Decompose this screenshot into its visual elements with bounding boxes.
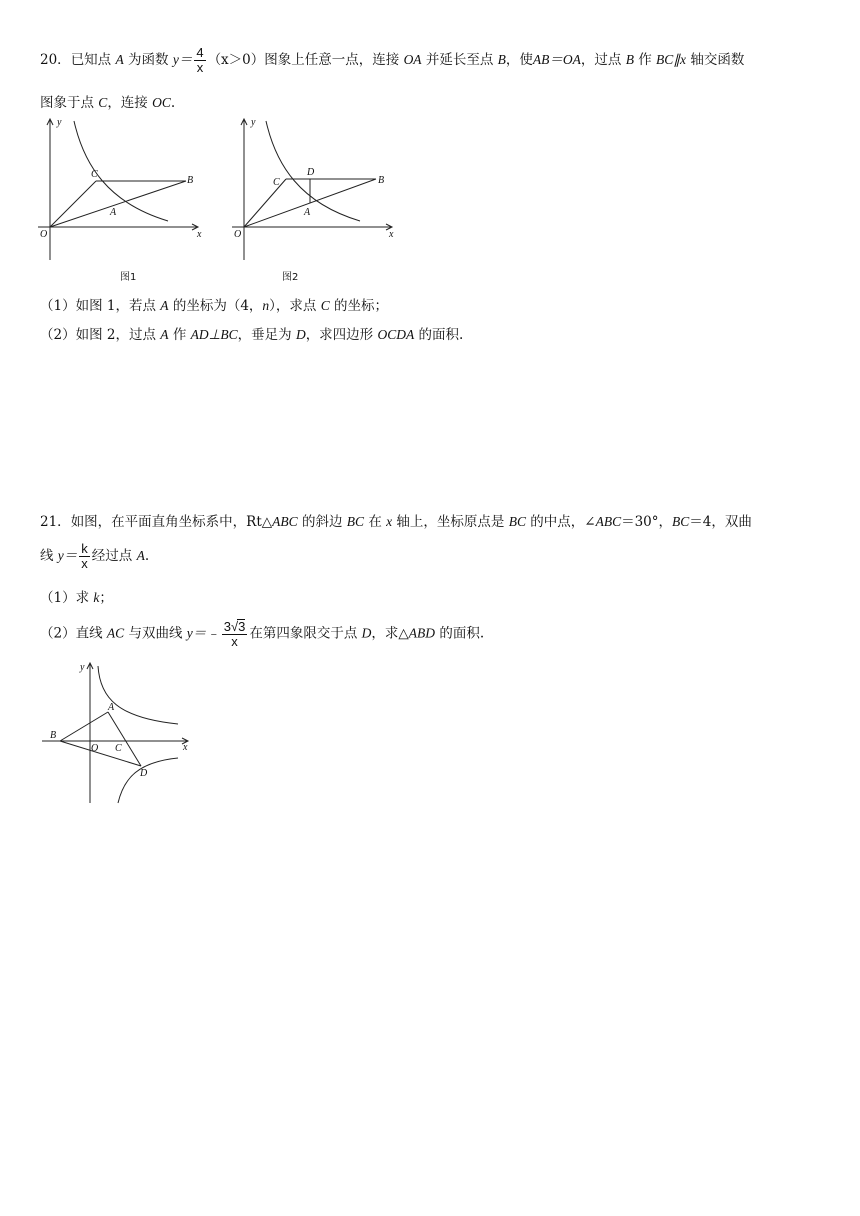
q20-figure-2 bbox=[232, 115, 402, 265]
q21-part2 bbox=[40, 619, 484, 649]
q20-text: 作 bbox=[638, 52, 652, 68]
q21-text: ＝4，双曲 bbox=[689, 514, 752, 530]
q21-text: . bbox=[144, 548, 150, 564]
q20-text: 为函数 bbox=[128, 52, 169, 68]
segment-OC bbox=[50, 181, 96, 227]
q21-var: y＝ bbox=[57, 548, 78, 563]
q21-line2 bbox=[40, 542, 149, 571]
label-B: B bbox=[187, 175, 194, 186]
frac-den: x bbox=[231, 634, 238, 649]
q20-var: y＝ bbox=[172, 52, 193, 67]
label-B: B bbox=[378, 175, 385, 186]
q20-text: 图象于点 bbox=[40, 95, 94, 111]
q20-var: C bbox=[98, 95, 108, 110]
q20-var: OC bbox=[152, 95, 171, 110]
q20-var: AD⊥BC bbox=[190, 327, 238, 342]
frac-num: k bbox=[81, 541, 88, 556]
label-C: C bbox=[115, 743, 122, 754]
curve-q4 bbox=[118, 758, 178, 803]
label-A: A bbox=[110, 207, 117, 218]
label-y: y bbox=[251, 117, 256, 128]
frac-den: x bbox=[81, 556, 88, 571]
q21-text: 与双曲线 bbox=[128, 625, 183, 642]
q20-number: 20． bbox=[40, 52, 71, 68]
frac-num: 3√3 bbox=[223, 619, 246, 634]
coef: 3 bbox=[223, 619, 231, 634]
label-x: x bbox=[183, 742, 188, 753]
q21-var: ABC bbox=[595, 514, 622, 529]
q20-fraction bbox=[194, 46, 205, 75]
q21-line1 bbox=[40, 510, 752, 530]
q21-text: 的面积. bbox=[439, 625, 485, 642]
q20-var: B bbox=[497, 52, 506, 67]
label-x: x bbox=[389, 229, 394, 240]
q21-number: 21． bbox=[40, 514, 71, 530]
segment-BA bbox=[60, 712, 108, 741]
q21-var: x bbox=[386, 514, 393, 529]
q20-var: A bbox=[160, 298, 169, 313]
q21-text: 如图，在平面直角坐标系中，Rt△ bbox=[70, 514, 273, 530]
q20-text: 并延长至点 bbox=[425, 52, 494, 68]
label-A: A bbox=[304, 207, 311, 218]
q20-text: 的面积. bbox=[418, 327, 464, 343]
q20-var: BC∥x bbox=[656, 52, 687, 67]
q21-text: （2）直线 bbox=[40, 625, 103, 642]
curve bbox=[74, 121, 168, 221]
q21-text: ＝30°， bbox=[621, 514, 673, 530]
q20-text: ，过点 bbox=[580, 52, 622, 68]
q20-var: AB＝OA bbox=[532, 52, 581, 67]
q21-var: AC bbox=[106, 625, 125, 641]
fig1-caption: 图1 bbox=[120, 272, 137, 283]
label-C: C bbox=[273, 177, 280, 188]
q20-var: n bbox=[262, 298, 270, 313]
label-y: y bbox=[80, 662, 85, 673]
q21-figure bbox=[38, 658, 198, 808]
q21-var: ABD bbox=[408, 625, 436, 641]
q21-var: A bbox=[136, 548, 145, 563]
q20-var: A bbox=[115, 52, 124, 67]
q21-text: 的斜边 bbox=[301, 514, 343, 530]
segment-BD bbox=[60, 741, 141, 766]
q21-part1 bbox=[40, 586, 113, 606]
q20-text: 作 bbox=[172, 327, 187, 343]
frac-num: 4 bbox=[196, 45, 204, 60]
q21-text: 经过点 bbox=[91, 548, 133, 564]
q21-var: D bbox=[361, 625, 372, 641]
q21-text: ，求△ bbox=[371, 625, 409, 642]
q20-text: ），求点 bbox=[269, 298, 317, 314]
q20-condition: （x＞0） bbox=[207, 52, 265, 68]
q20-var: D bbox=[295, 327, 306, 342]
q20-text: 的坐标为（4， bbox=[172, 298, 263, 314]
q20-text: 的坐标； bbox=[334, 298, 389, 314]
label-y: y bbox=[57, 117, 62, 128]
q20-text: （1）如图 1，若点 bbox=[40, 298, 156, 314]
q20-text: 已知点 bbox=[70, 52, 112, 68]
label-x: x bbox=[197, 229, 202, 240]
q20-figure-1 bbox=[38, 115, 208, 265]
q21-var: BC bbox=[508, 514, 526, 529]
q20-var: OCDA bbox=[377, 327, 415, 342]
q21-var: BC bbox=[346, 514, 365, 529]
q21-text: 轴上，坐标原点是 bbox=[396, 514, 505, 530]
q20-var: A bbox=[160, 327, 169, 342]
q21-text: 在第四象限交于点 bbox=[249, 625, 358, 642]
q21-var: BC bbox=[672, 514, 690, 529]
label-C: C bbox=[91, 169, 98, 180]
label-D: D bbox=[307, 167, 315, 178]
q21-text: （1）求 bbox=[40, 590, 90, 606]
q20-text: . bbox=[170, 95, 176, 111]
label-O: O bbox=[234, 229, 242, 240]
q20-text: ，求四边形 bbox=[305, 327, 374, 343]
q21-fraction bbox=[79, 542, 90, 571]
radicand: 3 bbox=[238, 619, 246, 634]
frac-den: x bbox=[196, 60, 204, 75]
q20-text: 图象上任意一点，连接 bbox=[264, 52, 400, 68]
q20-text: （2）如图 2，过点 bbox=[40, 327, 156, 343]
q21-var: ABC bbox=[272, 514, 298, 529]
label-O: O bbox=[40, 229, 48, 240]
q21-text: ； bbox=[99, 590, 113, 606]
label-B: B bbox=[50, 730, 57, 741]
q20-text: ，连接 bbox=[107, 95, 148, 111]
label-A: A bbox=[108, 702, 115, 713]
q21-radical-fraction bbox=[222, 619, 248, 649]
label-D: D bbox=[140, 768, 148, 779]
q20-text: ，垂足为 bbox=[237, 327, 292, 343]
q21-var: y＝﹣ bbox=[186, 625, 220, 641]
q21-var: k bbox=[93, 590, 100, 605]
q21-text: 线 bbox=[40, 548, 54, 564]
segment-AD bbox=[108, 712, 141, 766]
q20-text: ，使 bbox=[505, 52, 533, 68]
fig2-caption: 图2 bbox=[282, 272, 299, 283]
label-O: O bbox=[91, 743, 99, 754]
q20-line1 bbox=[40, 46, 744, 75]
q20-var: C bbox=[320, 298, 330, 313]
q21-text: 的中点，∠ bbox=[530, 514, 596, 530]
q20-part2 bbox=[40, 323, 463, 343]
q20-var: B bbox=[625, 52, 634, 67]
q20-part1 bbox=[40, 294, 388, 314]
q21-text: 在 bbox=[368, 514, 382, 530]
q20-var: OA bbox=[403, 52, 422, 67]
q20-line2 bbox=[40, 91, 175, 111]
q20-text: 轴交函数 bbox=[690, 52, 745, 68]
